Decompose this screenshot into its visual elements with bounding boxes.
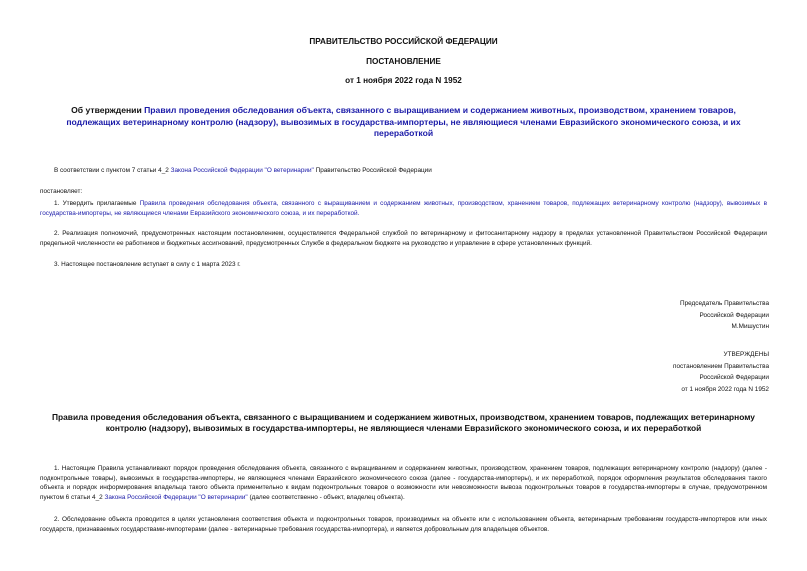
preamble-text-end: Правительство Российской Федерации xyxy=(313,167,432,174)
decrees-word: постановляет: xyxy=(40,188,83,195)
preamble-paragraph xyxy=(40,166,767,176)
rules-title: Правила проведения обследования объекта, связанного с выращиванием и содержанием животных, производством, хранением товаров, подлежащих ветеринарному контролю (надзору), вывозимых в государства-импортеры, не являющиеся членами Евразийского экономического союза, и их переработкой xyxy=(52,412,755,434)
signature-organization: Российской Федерации xyxy=(699,311,769,319)
rule-2-paragraph: 2. Обследование объекта проводится в целях установления соответствия объекта и подконтрольных товаров, производимых на объекте или с использованием объекта, ветеринарным требованиям государств-импортеров или иных государств, признаваемых государствами-импортерами (далее - ветеринарные требования государства-импортера), и является добровольным для владельцев объектов. xyxy=(40,516,767,533)
rule-1-paragraph xyxy=(40,464,767,502)
document-date-number: от 1 ноября 2022 года N 1952 xyxy=(345,76,462,85)
rule-1-text-end: (далее соответственно - объект, владелец объекта). xyxy=(247,493,405,501)
item-1-rules-link[interactable]: Правила проведения обследования объекта, связанного с выращиванием и содержанием животных, производством, хранением товаров, подлежащих ветеринарному контролю (надзору), вывозимых в государства-импортеры, не являющиеся членами Евразийского экономического союза, и их переработкой. xyxy=(40,200,767,217)
document-title xyxy=(52,105,755,140)
item-3-paragraph: 3. Настоящее постановление вступает в силу с 1 марта 2023 г. xyxy=(54,261,241,268)
signature-name: М.Мишустин xyxy=(731,323,769,331)
signature-block xyxy=(680,298,769,333)
approval-line-4: от 1 ноября 2022 года N 1952 xyxy=(681,385,769,393)
approval-line-3: Российской Федерации xyxy=(699,374,769,382)
item-1-paragraph xyxy=(40,199,767,218)
document-type-heading: ПОСТАНОВЛЕНИЕ xyxy=(366,57,441,66)
preamble-text-start: В соответствии с пунктом 7 статьи 4_2 xyxy=(54,167,171,174)
item-2-paragraph: 2. Реализация полномочий, предусмотренных настоящим постановлением, осуществляется Федеральной службой по ветеринарному и фитосанитарному надзору в пределах установленной Правительством Российской Федерации предельной численности ее работников и бюджетных ассигнований, предусмотренных Службе в федеральном бюджете на руководство и управление в сфере установленных функций. xyxy=(40,230,767,247)
title-prefix: Об утверждении xyxy=(71,105,145,115)
item-1-prefix: 1. Утвердить прилагаемые xyxy=(54,200,140,207)
rule-1-text-start: 1. Настоящие Правила устанавливают порядок проведения обследования объекта, связанного с выращиванием и содержанием животных, производством, хранением товаров, подлежащих ветеринарному контролю (надзору) (далее - подконтрольные товары), вывозимых в государства-импортеры, не являющиеся членами Евразийского экономического союза (далее - государства-импортеры), и их переработкой, порядок оформления результатов обследования такого объекта и порядок информирования владельца такого объекта применительно к видам подконтрольных товаров о возможности или невозможности вывоза подконтрольных товаров в государства-импортеры в случае, предусмотренном пунктом 6 статьи 4_2 xyxy=(40,465,767,501)
approval-line-2: постановлением Правительства xyxy=(673,362,769,370)
signature-position: Председатель Правительства xyxy=(680,300,769,307)
veterinary-law-link[interactable]: Закона Российской Федерации "О ветеринарии" xyxy=(170,167,314,174)
approval-heading: УТВЕРЖДЕНЫ xyxy=(723,351,769,358)
rule-1-veterinary-law-link[interactable]: Закона Российской Федерации "О ветеринарии" xyxy=(104,493,248,501)
approval-block xyxy=(673,349,769,395)
government-heading: ПРАВИТЕЛЬСТВО РОССИЙСКОЙ ФЕДЕРАЦИИ xyxy=(309,37,498,46)
title-rules-link[interactable]: Правил проведения обследования объекта, связанного с выращиванием и содержанием животных, производством, хранением товаров, подлежащих ветеринарному контролю (надзору), вывозимых в государства-импортеры, не являющиеся членами Евразийского экономического союза, и их переработкой xyxy=(66,105,741,138)
